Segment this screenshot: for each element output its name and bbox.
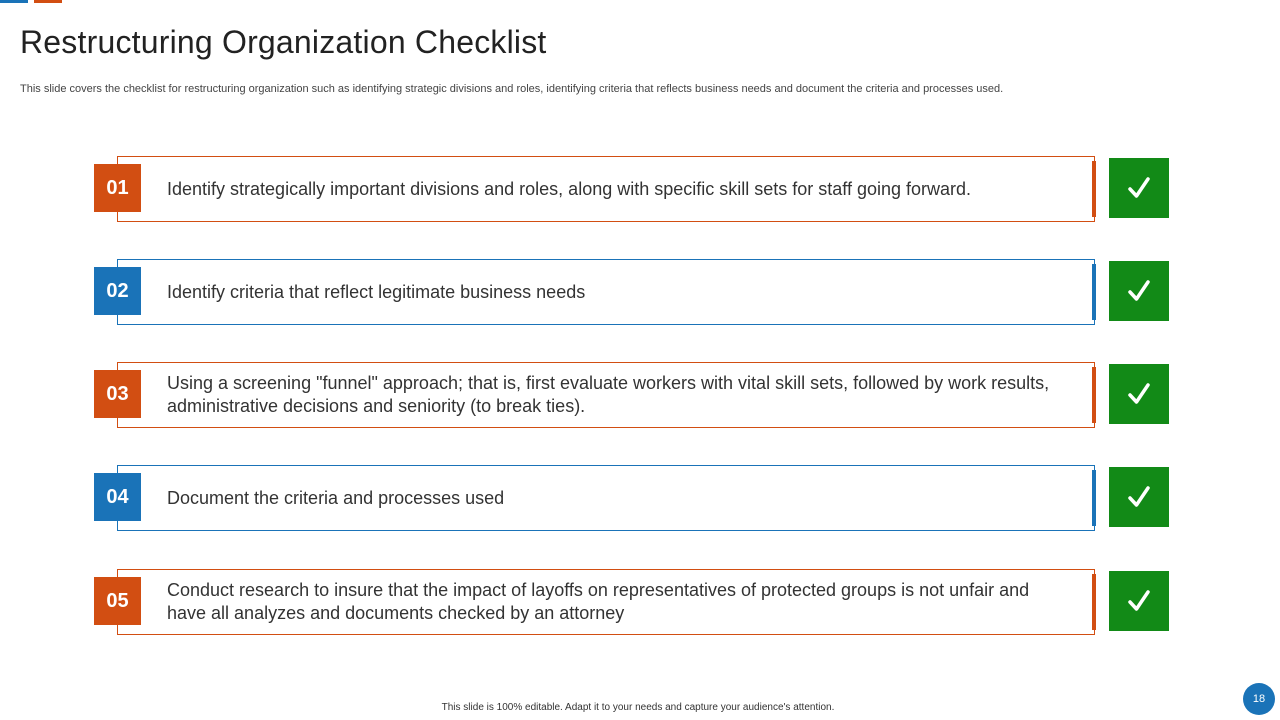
footer-note: This slide is 100% editable. Adapt it to your needs and capture your audience's attention.	[441, 702, 835, 713]
slide-subtitle: This slide covers the checklist for restructuring organization such as identifying strategic divisions and roles, identifying criteria that reflects business needs and document the criteria and processes used.	[20, 83, 1004, 95]
checkmark-icon	[1109, 261, 1169, 321]
frame-end-accent	[1092, 264, 1096, 320]
item-text: Identify criteria that reflect legitimate business needs	[167, 281, 586, 302]
checklist-item-2	[94, 259, 1170, 325]
checkmark-icon	[1109, 364, 1169, 424]
item-number-badge: 04	[94, 473, 141, 521]
item-text: Document the criteria and processes used	[167, 487, 505, 508]
checkmark-icon	[1109, 158, 1169, 218]
frame-end-accent	[1092, 574, 1096, 630]
checkmark-icon	[1109, 571, 1169, 631]
checklist-item-1	[94, 156, 1170, 222]
checklist-item-3	[94, 362, 1170, 428]
item-text: Identify strategically important divisions and roles, along with specific skill sets for staff going forward.	[167, 178, 972, 199]
item-number-badge: 02	[94, 267, 141, 315]
checkmark-icon	[1109, 467, 1169, 527]
frame-end-accent	[1092, 470, 1096, 526]
checklist-item-5	[94, 569, 1170, 635]
item-number-badge: 05	[94, 577, 141, 625]
top-accent-blue	[0, 0, 28, 3]
item-number-badge: 03	[94, 370, 141, 418]
top-accent-orange	[34, 0, 62, 3]
item-text: Conduct research to insure that the impact of layoffs on representatives of protected groups is not unfair and have all analyzes and documents checked by an attorney	[167, 580, 1030, 623]
item-number-badge: 01	[94, 164, 141, 212]
item-text: Using a screening "funnel" approach; that is, first evaluate workers with vital skill sets, followed by work results, administrative decisions and seniority (to break ties).	[167, 373, 1050, 416]
checklist-item-4	[94, 465, 1170, 531]
page-number-badge: 18	[1243, 683, 1275, 715]
frame-end-accent	[1092, 367, 1096, 423]
slide-title: Restructuring Organization Checklist	[20, 24, 547, 60]
frame-end-accent	[1092, 161, 1096, 217]
